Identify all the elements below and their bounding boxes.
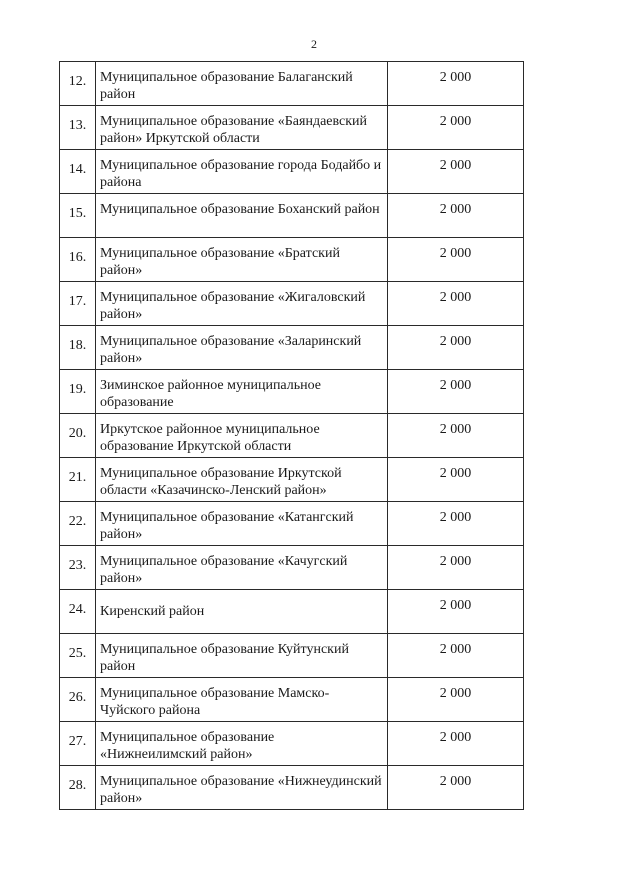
amount-value: 2 000	[388, 634, 524, 678]
municipality-name: Муниципальное образование Мамско-Чуйского района	[96, 678, 388, 722]
municipality-name: Муниципальное образование Балаганский район	[96, 62, 388, 106]
municipality-name: Муниципальное образование «Заларинский район»	[96, 326, 388, 370]
table-row	[60, 150, 524, 194]
municipality-name: Муниципальное образование Боханский район	[96, 194, 388, 238]
amount-value: 2 000	[388, 502, 524, 546]
amount-value: 2 000	[388, 106, 524, 150]
table-row	[60, 414, 524, 458]
row-number: 17.	[60, 282, 96, 326]
municipality-name: Муниципальное образование «Баяндаевский район» Иркутской области	[96, 106, 388, 150]
row-number: 18.	[60, 326, 96, 370]
row-number: 20.	[60, 414, 96, 458]
amount-value: 2 000	[388, 282, 524, 326]
row-number: 22.	[60, 502, 96, 546]
amount-value: 2 000	[388, 370, 524, 414]
table-row	[60, 194, 524, 238]
amount-value: 2 000	[388, 678, 524, 722]
municipality-name: Муниципальное образование «Жигаловский район»	[96, 282, 388, 326]
table-row	[60, 546, 524, 590]
row-number: 13.	[60, 106, 96, 150]
amount-value: 2 000	[388, 150, 524, 194]
row-number: 24.	[60, 590, 96, 634]
row-number: 16.	[60, 238, 96, 282]
municipality-name: Муниципальное образование «Катангский район»	[96, 502, 388, 546]
row-number: 14.	[60, 150, 96, 194]
table-row	[60, 590, 524, 634]
amount-value: 2 000	[388, 546, 524, 590]
table-row	[60, 678, 524, 722]
amount-value: 2 000	[388, 414, 524, 458]
table-row	[60, 458, 524, 502]
amount-value: 2 000	[388, 194, 524, 238]
municipality-name: Киренский район	[96, 590, 388, 634]
table-row	[60, 722, 524, 766]
amount-value: 2 000	[388, 766, 524, 810]
row-number: 12.	[60, 62, 96, 106]
municipality-name: Муниципальное образование «Качугский район»	[96, 546, 388, 590]
municipality-name: Муниципальное образование Куйтунский район	[96, 634, 388, 678]
amount-value: 2 000	[388, 590, 524, 634]
amount-value: 2 000	[388, 62, 524, 106]
table-row	[60, 62, 524, 106]
row-number: 27.	[60, 722, 96, 766]
amount-value: 2 000	[388, 722, 524, 766]
row-number: 26.	[60, 678, 96, 722]
amount-value: 2 000	[388, 326, 524, 370]
municipality-name: Иркутское районное муниципальное образование Иркутской области	[96, 414, 388, 458]
municipality-name: Муниципальное образование «Братский район»	[96, 238, 388, 282]
table-row	[60, 634, 524, 678]
row-number: 21.	[60, 458, 96, 502]
table-row	[60, 282, 524, 326]
row-number: 15.	[60, 194, 96, 238]
table-row	[60, 370, 524, 414]
row-number: 28.	[60, 766, 96, 810]
amount-value: 2 000	[388, 458, 524, 502]
municipality-name: Муниципальное образование «Нижнеилимский район»	[96, 722, 388, 766]
table-row	[60, 238, 524, 282]
amount-value: 2 000	[388, 238, 524, 282]
allocation-table	[59, 61, 524, 810]
row-number: 25.	[60, 634, 96, 678]
municipality-name: Муниципальное образование города Бодайбо и района	[96, 150, 388, 194]
municipality-name: Муниципальное образование Иркутской области «Казачинско-Ленский район»	[96, 458, 388, 502]
table-row	[60, 502, 524, 546]
table-row	[60, 106, 524, 150]
table-row	[60, 326, 524, 370]
row-number: 23.	[60, 546, 96, 590]
page-number: 2	[311, 37, 317, 51]
municipality-name: Муниципальное образование «Нижнеудинский район»	[96, 766, 388, 810]
table-row	[60, 766, 524, 810]
municipality-name: Зиминское районное муниципальное образование	[96, 370, 388, 414]
row-number: 19.	[60, 370, 96, 414]
